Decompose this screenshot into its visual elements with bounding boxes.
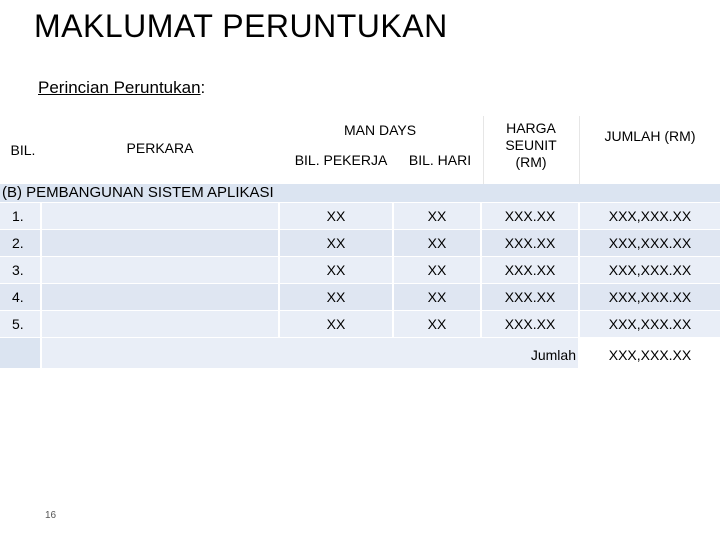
subtitle-colon: :	[200, 78, 206, 97]
row-bil: 5.	[0, 311, 40, 337]
row-bil-hari: XX	[394, 257, 480, 283]
row-perkara	[42, 257, 278, 283]
table-row	[0, 257, 720, 283]
row-bil-pekerja: XX	[280, 230, 392, 256]
row-bil: 4.	[0, 284, 40, 310]
row-bil-pekerja: XX	[280, 284, 392, 310]
row-bil-pekerja: XX	[280, 311, 392, 337]
row-bil-hari: XX	[394, 311, 480, 337]
row-bil-hari: XX	[394, 230, 480, 256]
page-title: MAKLUMAT PERUNTUKAN	[34, 8, 448, 44]
row-harga-seunit: XXX.XX	[482, 257, 578, 283]
total-row	[0, 338, 720, 368]
total-bil-cell	[0, 338, 40, 368]
row-perkara	[42, 311, 278, 337]
header-bil: BIL.	[10, 142, 36, 158]
row-bil-hari: XX	[394, 284, 480, 310]
allocation-table	[0, 116, 720, 368]
row-jumlah: XXX,XXX.XX	[580, 203, 720, 229]
table-header	[0, 116, 720, 184]
row-harga-seunit: XXX.XX	[482, 284, 578, 310]
row-jumlah: XXX,XXX.XX	[580, 284, 720, 310]
page-number: 16	[45, 510, 57, 521]
table-row	[0, 311, 720, 337]
row-harga-seunit: XXX.XX	[482, 230, 578, 256]
header-divider	[579, 116, 580, 184]
header-jumlah: JUMLAH (RM)	[604, 128, 696, 144]
row-harga-seunit: XXX.XX	[482, 311, 578, 337]
section-title: (B) PEMBANGUNAN SISTEM APLIKASI	[2, 184, 274, 201]
row-bil-pekerja: XX	[280, 203, 392, 229]
row-perkara	[42, 203, 278, 229]
header-perkara: PERKARA	[126, 140, 194, 156]
subtitle-text: Perincian Peruntukan	[38, 78, 201, 97]
row-bil-pekerja: XX	[280, 257, 392, 283]
section-header	[0, 184, 720, 202]
row-bil: 1.	[0, 203, 40, 229]
header-bil-hari: BIL. HARI	[408, 152, 472, 168]
row-jumlah: XXX,XXX.XX	[580, 230, 720, 256]
table-row	[0, 203, 720, 229]
row-jumlah: XXX,XXX.XX	[580, 257, 720, 283]
row-perkara	[42, 284, 278, 310]
row-jumlah: XXX,XXX.XX	[580, 311, 720, 337]
row-harga-seunit: XXX.XX	[482, 203, 578, 229]
row-perkara	[42, 230, 278, 256]
row-bil: 3.	[0, 257, 40, 283]
total-label: Jumlah	[42, 338, 578, 368]
header-harga-seunit: HARGA SEUNIT (RM)	[505, 120, 557, 170]
row-bil: 2.	[0, 230, 40, 256]
total-value: XXX,XXX.XX	[580, 338, 720, 368]
header-man-days: MAN DAYS	[343, 122, 417, 138]
header-divider	[483, 116, 484, 184]
page-subtitle	[38, 78, 205, 98]
header-bil-pekerja: BIL. PEKERJA	[294, 152, 388, 168]
table-row	[0, 284, 720, 310]
row-bil-hari: XX	[394, 203, 480, 229]
table-row	[0, 230, 720, 256]
